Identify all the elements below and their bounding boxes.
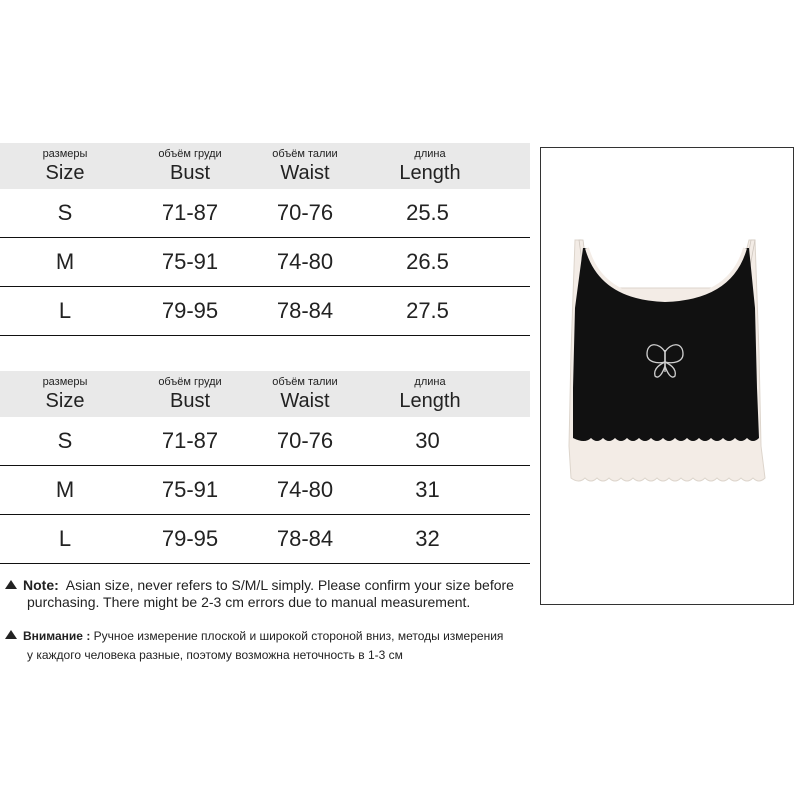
header-bust: объём груди Bust [158, 376, 222, 412]
note-label: Note: [23, 577, 59, 593]
header-waist: объём талии Waist [272, 376, 338, 412]
header-length: длина Length [399, 376, 461, 412]
table-row [0, 515, 530, 564]
table-row [0, 417, 530, 466]
waist-cell: 74-80 [276, 477, 334, 502]
waist-cell: 70-76 [276, 428, 334, 453]
bust-cell: 71-87 [161, 200, 219, 225]
size-cell: L [58, 298, 72, 323]
bust-cell: 75-91 [161, 477, 219, 502]
size-table-2 [0, 371, 530, 564]
length-cell: 27.5 [406, 298, 449, 323]
note-text-line2: у каждого человека разные, поэтому возможна неточность в 1-3 см [27, 648, 403, 662]
header-bust: объём груди Bust [158, 148, 222, 184]
table-row [0, 466, 530, 515]
bust-cell: 79-95 [161, 298, 219, 323]
size-cell: L [58, 526, 72, 551]
waist-cell: 70-76 [276, 200, 334, 225]
bust-cell: 79-95 [161, 526, 219, 551]
bust-cell: 75-91 [161, 249, 219, 274]
header-waist: объём талии Waist [272, 148, 338, 184]
table-header [0, 371, 530, 417]
note-label: Внимание : [23, 629, 91, 643]
length-cell: 25.5 [406, 200, 449, 225]
length-cell: 31 [415, 477, 440, 502]
header-length: длина Length [399, 148, 461, 184]
table-row [0, 287, 530, 336]
bust-cell: 71-87 [161, 428, 219, 453]
note-english [5, 577, 540, 611]
length-cell: 30 [415, 428, 440, 453]
table-row [0, 189, 530, 238]
size-cell: M [55, 249, 75, 274]
length-cell: 26.5 [406, 249, 449, 274]
header-size: размеры Size [42, 376, 88, 412]
waist-cell: 78-84 [276, 526, 334, 551]
crop-top-illustration [541, 148, 793, 604]
note-russian [5, 627, 540, 665]
table-header [0, 143, 530, 189]
size-cell: S [57, 428, 73, 453]
product-photo [540, 147, 794, 605]
size-cell: S [57, 200, 73, 225]
warning-triangle-icon [5, 580, 17, 589]
table-row [0, 238, 530, 287]
size-cell: M [55, 477, 75, 502]
waist-cell: 78-84 [276, 298, 334, 323]
size-table-1 [0, 143, 530, 336]
header-size: размеры Size [42, 148, 88, 184]
length-cell: 32 [415, 526, 440, 551]
note-text-line2: purchasing. There might be 2-3 cm errors due to manual measurement. [27, 594, 471, 610]
warning-triangle-icon [5, 630, 17, 639]
waist-cell: 74-80 [276, 249, 334, 274]
note-text-line1: Ручное измерение плоской и широкой стороной вниз, методы измерения [93, 629, 504, 643]
note-text-line1: Asian size, never refers to S/M/L simply. Please confirm your size before [65, 577, 514, 593]
